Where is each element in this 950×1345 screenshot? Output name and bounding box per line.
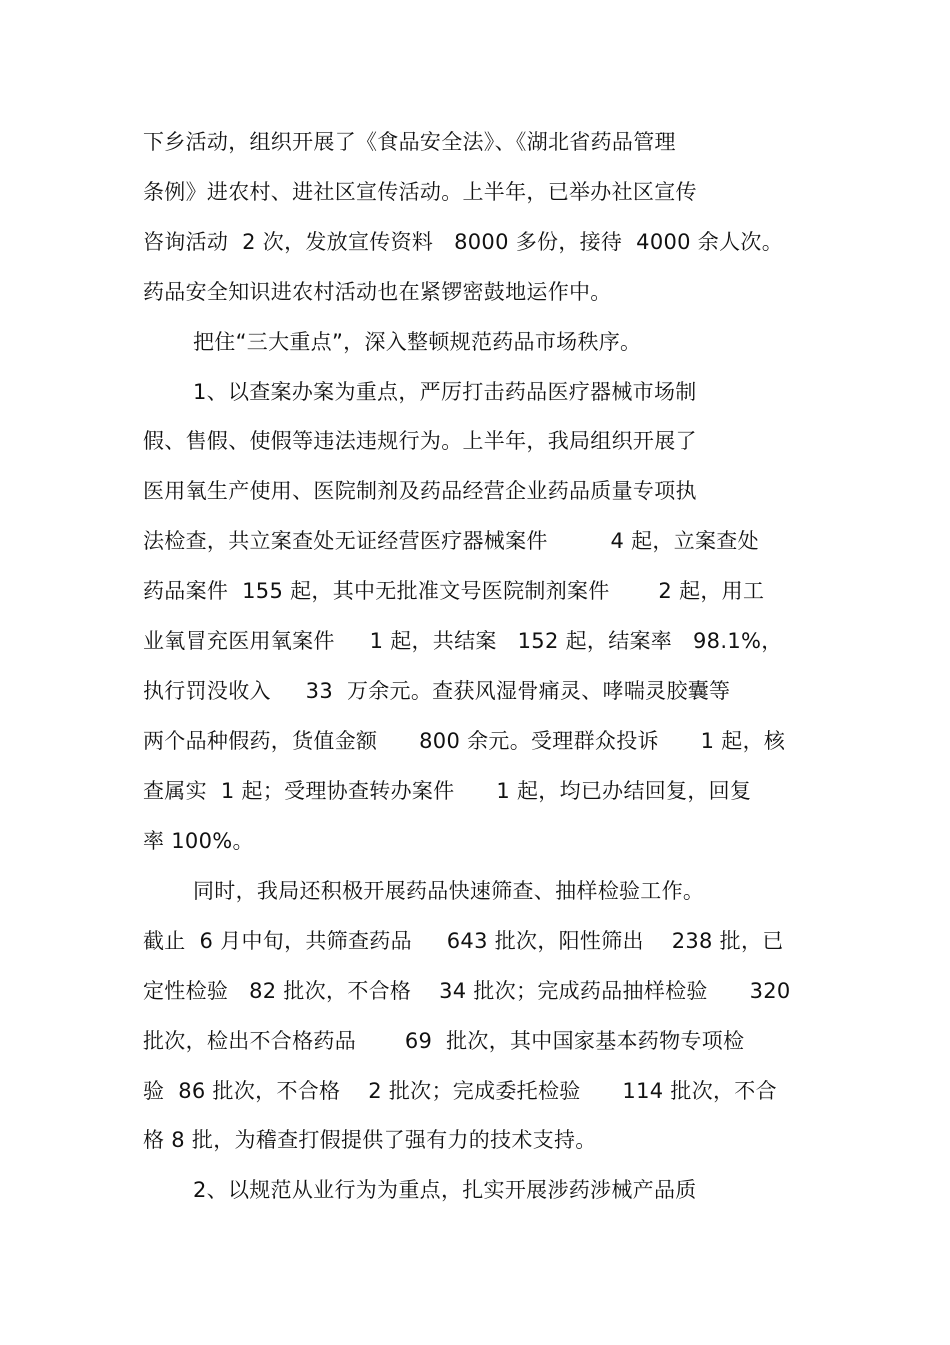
text-line: 法检查，共立案查处无证经营医疗器械案件 4 起，立案查处 — [143, 529, 759, 553]
section-heading: 把住“三大重点”，深入整顿规范药品市场秩序。 — [193, 330, 642, 354]
text-line: 率 100%。 — [143, 829, 254, 853]
paragraph-start-line: 1、以查案办案为重点，严厉打击药品医疗器械市场制 — [193, 380, 697, 404]
text-line: 咨询活动 2 次，发放宣传资料 8000 多份，接待 4000 余人次。 — [143, 230, 783, 254]
text-line: 医用氧生产使用、医院制剂及药品经营企业药品质量专项执 — [143, 479, 697, 503]
paragraph-start-line: 2、以规范从业行为为重点，扎实开展涉药涉械产品质 — [193, 1178, 697, 1202]
text-line: 药品安全知识进农村活动也在紧锣密鼓地运作中。 — [143, 280, 612, 304]
text-line: 两个品种假药，货值金额 800 余元。受理群众投诉 1 起，核 — [143, 729, 786, 753]
text-line: 批次，检出不合格药品 69 批次，其中国家基本药物专项检 — [143, 1029, 745, 1053]
paragraph-start-line: 同时，我局还积极开展药品快速筛查、抽样检验工作。 — [193, 879, 705, 903]
text-line: 截止 6 月中旬，共筛查药品 643 批次，阳性筛出 238 批，已 — [143, 929, 784, 953]
text-line: 条例》进农村、进社区宣传活动。上半年，已举办社区宣传 — [143, 180, 697, 204]
text-line: 下乡活动，组织开展了《食品安全法》、《湖北省药品管理 — [143, 130, 676, 154]
text-line: 格 8 批，为稽查打假提供了强有力的技术支持。 — [143, 1128, 597, 1152]
text-line: 药品案件 155 起，其中无批准文号医院制剂案件 2 起，用工 — [143, 579, 765, 603]
text-line: 执行罚没收入 33 万余元。查获风湿骨痛灵、哮喘灵胶囊等 — [143, 679, 731, 703]
text-line: 定性检验 82 批次，不合格 34 批次；完成药品抽样检验 320 — [143, 979, 791, 1003]
text-line: 查属实 1 起；受理协查转办案件 1 起，均已办结回复，回复 — [143, 779, 752, 803]
text-line: 验 86 批次，不合格 2 批次；完成委托检验 114 批次，不合 — [143, 1079, 777, 1103]
text-line: 业氧冒充医用氧案件 1 起，共结案 152 起，结案率 98.1%， — [143, 629, 783, 653]
text-line: 假、售假、使假等违法违规行为。上半年，我局组织开展了 — [143, 429, 697, 453]
